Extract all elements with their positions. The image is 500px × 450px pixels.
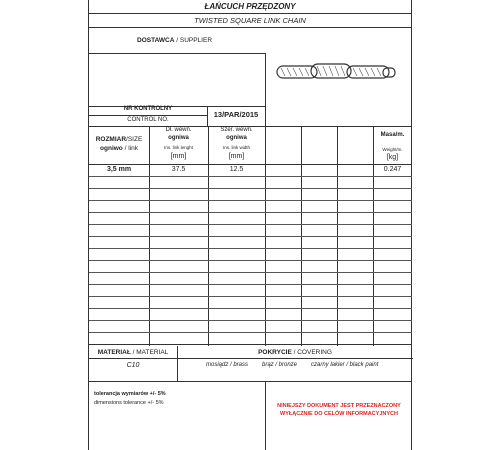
coating-label: POKRYCIE / COVERING	[258, 349, 332, 356]
notice-line-2: WYŁĄCZNIE DO CELÓW INFORMACYJNYCH	[280, 411, 398, 417]
tolerance-polish: tolerancja wymiarów +/- 5%	[94, 391, 166, 397]
supplier-label: DOSTAWCA / SUPPLIER	[137, 37, 213, 44]
col-length-english: Ins. link lenght	[164, 145, 193, 150]
dimensions-table	[89, 126, 412, 346]
coating-option-black-paint: czarny lakier / black paint	[311, 362, 379, 368]
coating-option-bronze: brąz / bronze	[262, 362, 298, 368]
notice-line-1: NINIEJSZY DOKUMENT JEST PRZEZNACZONY	[277, 403, 401, 409]
col-weight-unit: [kg]	[386, 154, 399, 161]
title-polish: ŁAŃCUCH PRZĘDZONY	[204, 2, 296, 11]
control-number: 13/PAR/2015	[213, 110, 259, 119]
row-width: 12.5	[229, 166, 244, 173]
col-width-english: Ins. link width	[222, 145, 250, 150]
col-width-header: Szer. wewn.	[220, 127, 253, 133]
specification-sheet	[88, 0, 412, 450]
chain-illustration-icon	[275, 60, 399, 84]
row-length: 37.5	[171, 166, 186, 173]
col-width-subheader: ogniwa	[226, 135, 247, 141]
material-value: C10	[126, 362, 140, 369]
col-length-unit: [mm]	[170, 153, 187, 160]
control-label-polish: NR KONTROLNY	[123, 106, 173, 112]
col-size-header: ROZMIAR/SIZE	[95, 136, 143, 143]
col-width-unit: [mm]	[228, 153, 245, 160]
supplier-field[interactable]	[89, 27, 265, 53]
tolerance-english: dimensions tolerance +/- 5%	[94, 400, 164, 406]
row-weight: 0.247	[383, 166, 402, 173]
col-length-header: Dł. wewn.	[165, 127, 192, 133]
col-size-subheader: ogniwo / link	[100, 145, 138, 152]
col-length-subheader: ogniwa	[168, 135, 189, 141]
col-weight-header: Masa/m.	[380, 132, 405, 138]
control-label-english: CONTROL NO.	[127, 117, 169, 123]
row-size: 3,5 mm	[106, 166, 132, 173]
material-label: MATERIAŁ / MATERIAL	[97, 349, 169, 356]
title-english: TWISTED SQUARE LINK CHAIN	[194, 16, 306, 25]
coating-option-brass: mosiądz / brass	[206, 362, 249, 368]
col-weight-english: Weight/m.	[382, 147, 403, 152]
